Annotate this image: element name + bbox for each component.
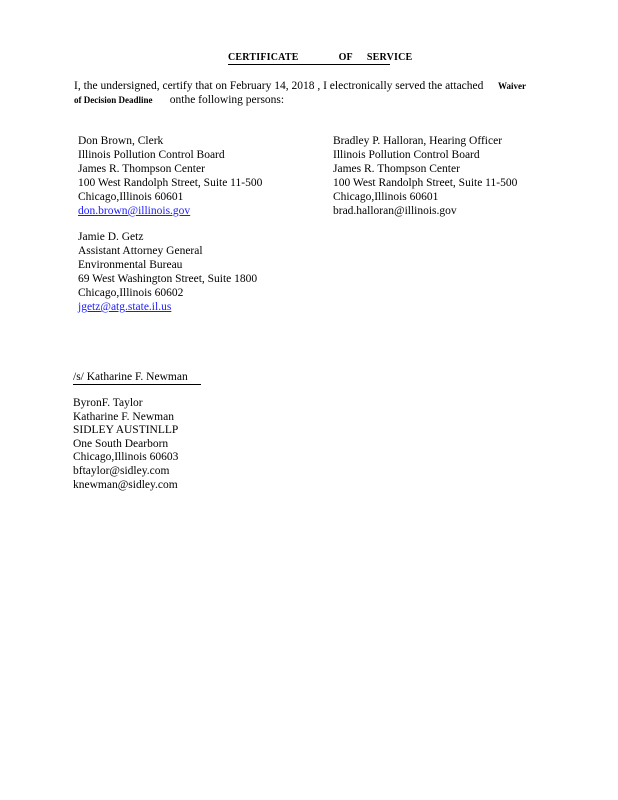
signature-email: knewman@sidley.com (73, 478, 178, 491)
address-line: 100 West Randolph Street, Suite 11-500 (78, 177, 263, 189)
signature-line: SIDLEY AUSTINLLP (73, 424, 179, 437)
address-line: James R. Thompson Center (78, 163, 205, 175)
intro-line-1: I, the undersigned, certify that on February 14, 2018 , I electronically served the attached (74, 80, 484, 92)
address-line: Chicago,Illinois 60601 (333, 191, 439, 203)
electronic-signature: /s/ Katharine F. Newman (73, 370, 201, 385)
signature-block (73, 397, 178, 492)
address-line: Assistant Attorney General (78, 245, 203, 257)
email-text: brad.halloran@illinois.gov (333, 205, 457, 217)
address-line: James R. Thompson Center (333, 163, 460, 175)
address-line: Environmental Bureau (78, 259, 183, 271)
address-line: Jamie D. Getz (78, 231, 144, 243)
email-link[interactable]: don.brown@illinois.gov (78, 205, 191, 217)
intro-line-2: onthe following persons: (169, 94, 285, 106)
address-line: 100 West Randolph Street, Suite 11-500 (333, 177, 518, 189)
address-line: 69 West Washington Street, Suite 1800 (78, 273, 258, 285)
recipient-block-hearing-officer (333, 134, 517, 218)
recipient-block-attorney-general (78, 230, 257, 314)
intro-paragraph (74, 79, 526, 107)
signature-line: One South Dearborn (73, 437, 169, 450)
title-word-service: SERVICE (366, 52, 413, 63)
address-line: Bradley P. Halloran, Hearing Officer (333, 135, 503, 147)
page-title (228, 52, 413, 65)
address-line: Illinois Pollution Control Board (333, 149, 480, 161)
signature-line: ByronF. Taylor (73, 397, 143, 409)
recipient-block-clerk (78, 134, 262, 218)
address-line: Illinois Pollution Control Board (78, 149, 225, 161)
signature-line: Chicago,Illinois 60603 (73, 451, 179, 464)
signature-email: bftaylor@sidley.com (73, 464, 170, 477)
doc-title-part-2: of Decision Deadline (74, 95, 153, 105)
address-line: Chicago,Illinois 60601 (78, 191, 184, 203)
signature-line: Katharine F. Newman (73, 410, 174, 423)
title-word-certificate: CERTIFICATE (228, 52, 299, 63)
title-word-of: OF (338, 52, 353, 63)
email-link[interactable]: jgetz@atg.state.il.us (78, 301, 172, 313)
address-line: Chicago,Illinois 60602 (78, 287, 184, 299)
doc-title-part-1: Waiver (498, 81, 526, 91)
address-line: Don Brown, Clerk (78, 135, 164, 147)
